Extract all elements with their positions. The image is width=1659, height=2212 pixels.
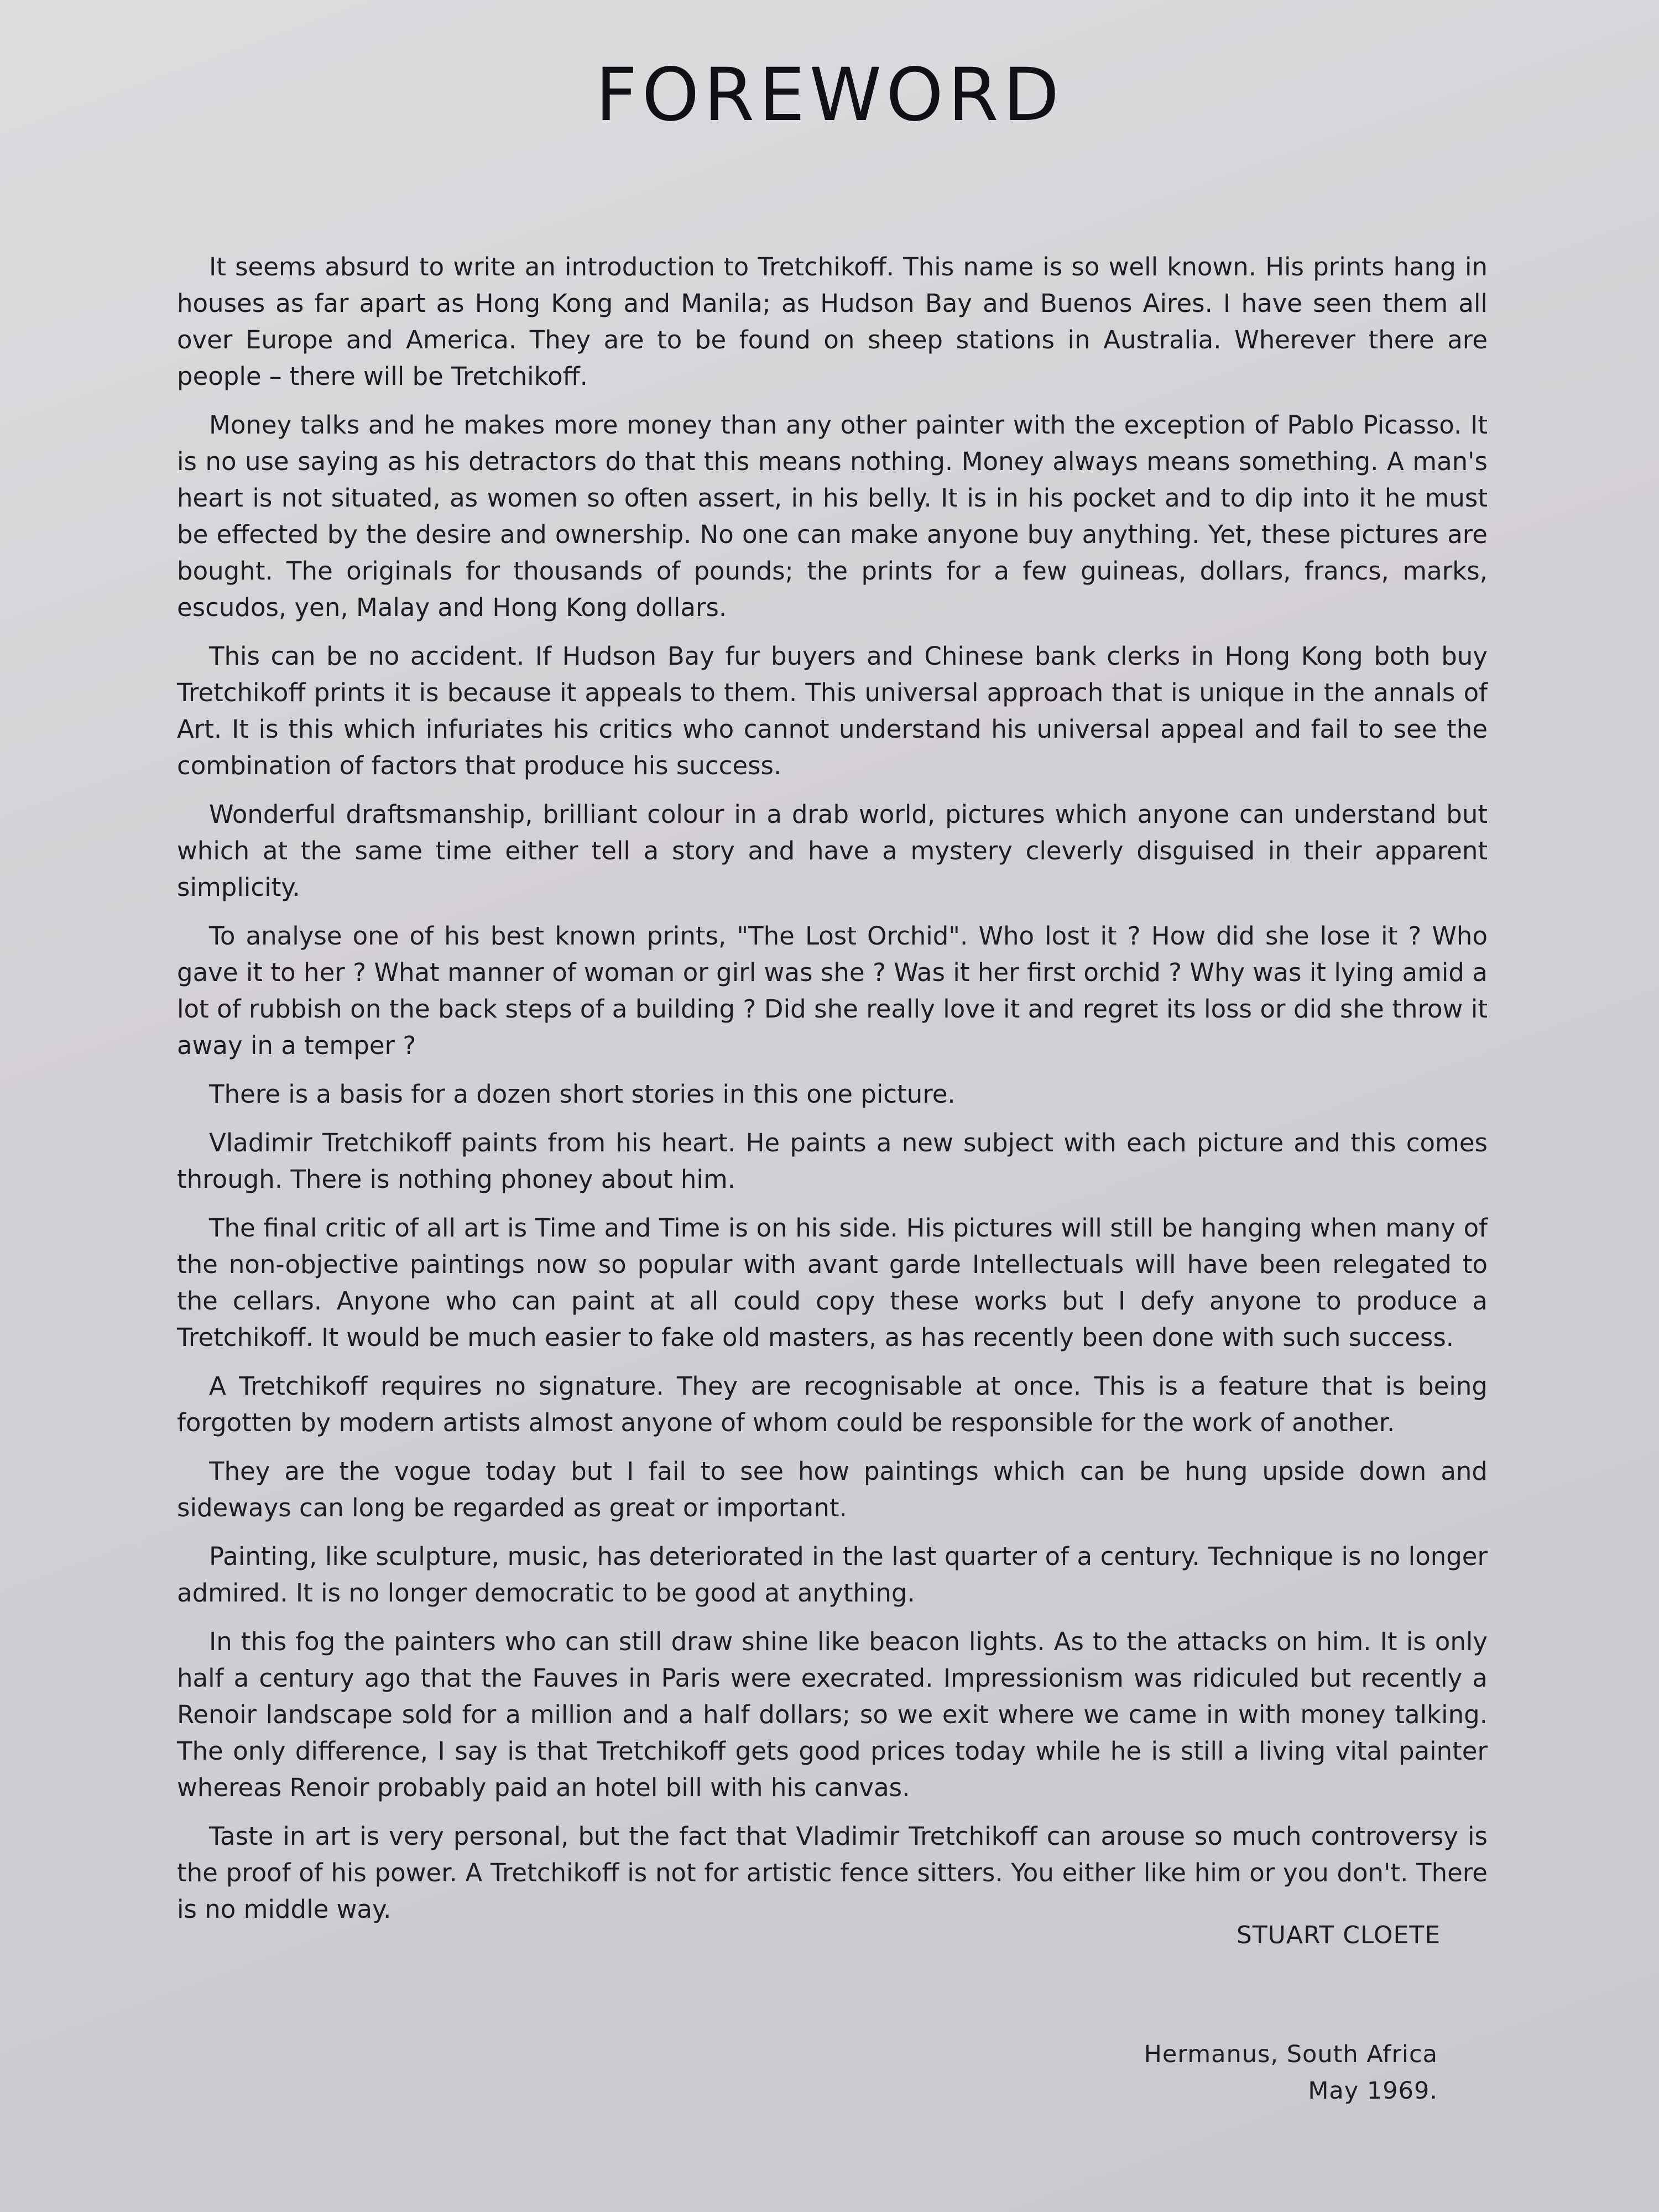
paragraph-7: Vladimir Tretchikoff paints from his heart. He paints a new subject with each picture and this comes through. There is nothing phoney about him. [177,1128,1488,1194]
paragraph-10: They are the vogue today but I fail to see how paintings which can be hung upside down and sideways can long be regarded as great or important. [177,1457,1488,1522]
paragraph-8: The final critic of all art is Time and Time is on his side. His pictures will still be hanging when many of the non-objective paintings now so popular with avant garde Intellectuals will have been relegated to the cellars. Anyone who can paint at all could copy these works but I defy anyone to produce a Tretchikoff. It would be much easier to fake old masters, as has recently been done with such success. [177,1213,1488,1352]
paragraph-11: Painting, like sculpture, music, has deteriorated in the last quarter of a century. Technique is no longer admired. It is no longer democratic to be good at anything. [177,1542,1488,1608]
foreword-body [177,249,1488,1940]
paragraph-1: It seems absurd to write an introduction to Tretchikoff. This name is so well known. His prints hang in houses as far apart as Hong Kong and Manila; as Hudson Bay and Buenos Aires. I have seen them all over Europe and America. They are to be found on sheep stations in Australia. Wherever there are people – there will be Tretchikoff. [177,252,1488,391]
page-title: FOREWORD [595,53,1064,138]
paragraph-2: Money talks and he makes more money than any other painter with the exception of Pablo Picasso. It is no use saying as his detractors do that this means nothing. Money always means something. A man's heart is not situated, as women so often assert, in his belly. It is in his pocket and to dip into it he must be effected by the desire and ownership. No one can make anyone buy anything. Yet, these pictures are bought. The originals for thousands of pounds; the prints for a few guineas, dollars, francs, marks, escudos, yen, Malay and Hong Kong dollars. [177,410,1488,622]
date-line: May 1969. [1308,2077,1438,2105]
paragraph-5: To analyse one of his best known prints, "The Lost Orchid". Who lost it ? How did she lose it ? Who gave it to her ? What manner of woman or girl was she ? Was it her first orchid ? Why was it lying amid a lot of rubbish on the back steps of a building ? Did she really love it and regret its loss or did she throw it away in a temper ? [177,921,1488,1060]
paragraph-3: This can be no accident. If Hudson Bay fur buyers and Chinese bank clerks in Hong Kong both buy Tretchikoff prints it is because it appeals to them. This universal approach that is unique in the annals of Art. It is this which infuriates his critics who cannot understand his universal appeal and fail to see the combination of factors that produce his success. [177,641,1488,780]
paragraph-4: Wonderful draftsmanship, brilliant colour in a drab world, pictures which anyone can understand but which at the same time either tell a story and have a mystery cleverly disguised in their apparent simplicity. [177,800,1488,902]
place-and-date [1144,2036,1438,2109]
place-line: Hermanus, South Africa [1144,2041,1438,2068]
author-signature: STUART CLOETE [1236,1921,1441,1949]
paragraph-9: A Tretchikoff requires no signature. They are recognisable at once. This is a feature that is being forgotten by modern artists almost anyone of whom could be responsible for the work of another. [177,1371,1488,1437]
paragraph-6: There is a basis for a dozen short stories in this one picture. [209,1079,956,1109]
paragraph-12: In this fog the painters who can still draw shine like beacon lights. As to the attacks on him. It is only half a century ago that the Fauves in Paris were execrated. Impressionism was ridiculed but recently a Renoir landscape sold for a million and a half dollars; so we exit where we came in with money talking. The only difference, I say is that Tretchikoff gets good prices today while he is still a living vital painter whereas Renoir probably paid an hotel bill with his canvas. [177,1627,1488,1802]
paragraph-13: Taste in art is very personal, but the fact that Vladimir Tretchikoff can arouse so much controversy is the proof of his power. A Tretchikoff is not for artistic fence sitters. You either like him or you don't. There is no middle way. [177,1822,1488,1924]
